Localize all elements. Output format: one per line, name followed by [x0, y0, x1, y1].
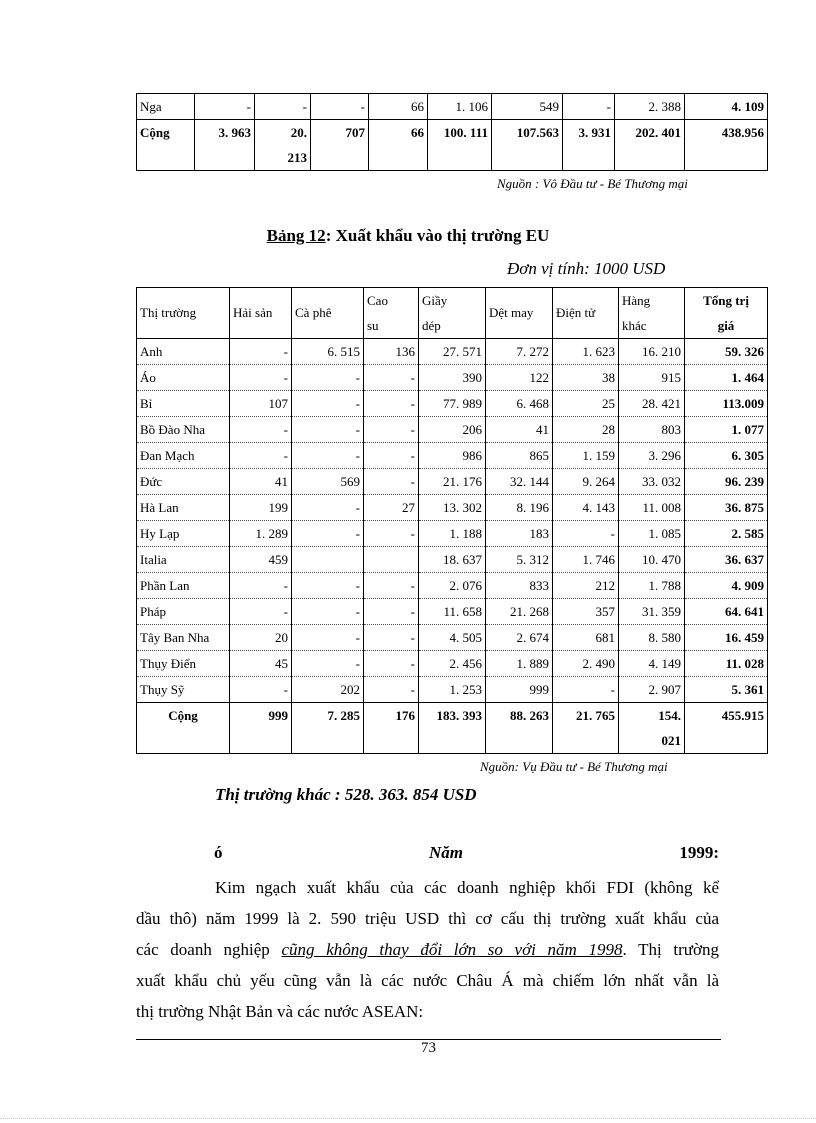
- value-cell: 33. 032: [619, 469, 685, 495]
- value-cell: 212: [553, 573, 619, 599]
- top-table: [136, 93, 768, 171]
- value-cell: 1. 889: [486, 651, 553, 677]
- value-cell: 122: [486, 365, 553, 391]
- value-cell: -: [311, 94, 369, 120]
- market-cell: Đan Mạch: [137, 443, 230, 469]
- other-market-note: Thị trường khác : 528. 363. 854 USD: [215, 785, 477, 804]
- total-cell: 4. 909: [685, 573, 768, 599]
- value-cell: -: [230, 599, 292, 625]
- total-cell: 455.915: [685, 703, 768, 754]
- value-cell: -: [292, 651, 364, 677]
- value-cell: -: [553, 521, 619, 547]
- header-rubber: [364, 288, 419, 339]
- header-textile: Dệt may: [486, 288, 553, 339]
- value-cell: 3. 296: [619, 443, 685, 469]
- value-cell: 707: [311, 120, 369, 171]
- value-cell: -: [292, 573, 364, 599]
- value-cell: -: [292, 599, 364, 625]
- value-cell: -: [364, 443, 419, 469]
- value-cell: 915: [619, 365, 685, 391]
- table-row: [137, 599, 768, 625]
- header-part: Hàng: [622, 293, 651, 308]
- value-cell: -: [292, 417, 364, 443]
- header-market: Thị trường: [137, 288, 230, 339]
- unit-note: Đơn vị tính: 1000 USD: [507, 259, 666, 278]
- market-cell: Áo: [137, 365, 230, 391]
- value-cell: 3. 963: [195, 120, 255, 171]
- table-row: [137, 469, 768, 495]
- value-cell: 202: [292, 677, 364, 703]
- value-cell: 8. 580: [619, 625, 685, 651]
- total-cell: 113.009: [685, 391, 768, 417]
- header-row: [137, 288, 768, 339]
- value-cell: 1. 623: [553, 339, 619, 365]
- total-cell: 4. 109: [685, 94, 768, 120]
- header-part: giá: [717, 318, 735, 333]
- table-row: [137, 521, 768, 547]
- page-edge: [0, 1118, 816, 1119]
- value-cell: [364, 547, 419, 573]
- eu-export-table: [136, 287, 768, 754]
- value-cell: 2. 490: [553, 651, 619, 677]
- total-cell: 16. 459: [685, 625, 768, 651]
- value-cell: 2. 674: [486, 625, 553, 651]
- body-paragraph: [136, 872, 719, 1027]
- total-cell: 6. 305: [685, 443, 768, 469]
- value-cell: 27. 571: [419, 339, 486, 365]
- market-cell: Thụy Điển: [137, 651, 230, 677]
- table-row: [137, 495, 768, 521]
- value-cell: 549: [492, 94, 563, 120]
- year-heading: [214, 843, 719, 865]
- market-cell: Anh: [137, 339, 230, 365]
- text-run: các doanh nghiệp: [136, 940, 282, 959]
- value-cell: 28. 421: [619, 391, 685, 417]
- value-cell: 569: [292, 469, 364, 495]
- total-cell: 11. 028: [685, 651, 768, 677]
- value-cell: 5. 312: [486, 547, 553, 573]
- header-part: su: [367, 318, 379, 333]
- value-cell: 999: [230, 703, 292, 754]
- value-cell: 11. 008: [619, 495, 685, 521]
- value-cell: 107: [230, 391, 292, 417]
- page-number: 73: [421, 1040, 436, 1056]
- value-cell: [255, 120, 311, 171]
- value-cell: -: [255, 94, 311, 120]
- value-cell: 4. 149: [619, 651, 685, 677]
- value-cell: 176: [364, 703, 419, 754]
- value-cell: 4. 505: [419, 625, 486, 651]
- header-coffee: Cà phê: [292, 288, 364, 339]
- value-cell: -: [553, 677, 619, 703]
- value-cell: -: [230, 417, 292, 443]
- total-cell: 59. 326: [685, 339, 768, 365]
- value-cell: 2. 388: [615, 94, 685, 120]
- market-cell: Italia: [137, 547, 230, 573]
- value-cell: 183: [486, 521, 553, 547]
- table-row: [137, 443, 768, 469]
- paragraph-line: thị trường Nhật Bản và các nước ASEAN:: [136, 1002, 424, 1021]
- value-cell: 107.563: [492, 120, 563, 171]
- value-cell: 1. 746: [553, 547, 619, 573]
- value-cell: 11. 658: [419, 599, 486, 625]
- source-note: Nguồn : Vô Đầu tư - Bé Thương mại: [497, 176, 688, 191]
- value-cell: -: [230, 677, 292, 703]
- header-part: Giầy: [422, 293, 448, 308]
- market-cell: Thụy Sỹ: [137, 677, 230, 703]
- value-cell: 2. 076: [419, 573, 486, 599]
- table-row: [137, 573, 768, 599]
- value-cell: 3. 931: [563, 120, 615, 171]
- value-cell: 206: [419, 417, 486, 443]
- table-row: [137, 547, 768, 573]
- value-cell: -: [364, 625, 419, 651]
- value-cell: -: [292, 495, 364, 521]
- paragraph-line: xuất khẩu chủ yếu cũng vẫn là các nước Châu Á mà chiếm lớn nhất vẫn là: [136, 971, 719, 990]
- value-cell: [619, 703, 685, 754]
- value-cell: 27: [364, 495, 419, 521]
- value-cell: 1. 159: [553, 443, 619, 469]
- value-cell: 41: [230, 469, 292, 495]
- value-cell: 2. 456: [419, 651, 486, 677]
- value-cell: 66: [369, 120, 428, 171]
- value-cell: 8. 196: [486, 495, 553, 521]
- header-total: [685, 288, 768, 339]
- value-cell: 77. 989: [419, 391, 486, 417]
- header-other: [619, 288, 685, 339]
- table-row: [137, 365, 768, 391]
- paragraph-line: [136, 934, 719, 965]
- paragraph-line: Kim ngạch xuất khẩu của các doanh nghiệp khối FDI (không kể: [215, 878, 719, 897]
- source-note: Nguồn: Vụ Đầu tư - Bé Thương mại: [480, 759, 668, 774]
- year-word: Năm: [429, 843, 463, 862]
- value-part: 20.: [290, 125, 307, 140]
- value-cell: 21. 765: [553, 703, 619, 754]
- value-cell: 16. 210: [619, 339, 685, 365]
- value-cell: 25: [553, 391, 619, 417]
- value-cell: -: [292, 391, 364, 417]
- value-cell: 38: [553, 365, 619, 391]
- value-cell: -: [364, 365, 419, 391]
- table-title-text: : Xuất khẩu vào thị trường EU: [325, 226, 550, 245]
- value-cell: 833: [486, 573, 553, 599]
- market-cell: Nga: [137, 94, 195, 120]
- total-cell: 438.956: [685, 120, 768, 171]
- year-number: 1999:: [679, 843, 719, 862]
- value-cell: -: [364, 417, 419, 443]
- table-row: [137, 94, 768, 120]
- value-cell: 18. 637: [419, 547, 486, 573]
- value-part: 021: [661, 733, 681, 748]
- value-cell: 803: [619, 417, 685, 443]
- header-part: dép: [422, 318, 441, 333]
- value-cell: 7. 285: [292, 703, 364, 754]
- total-cell: 1. 077: [685, 417, 768, 443]
- market-cell: Cộng: [137, 120, 195, 171]
- value-cell: 10. 470: [619, 547, 685, 573]
- value-cell: -: [195, 94, 255, 120]
- table-body: [137, 339, 768, 703]
- value-cell: 1. 085: [619, 521, 685, 547]
- value-cell: -: [292, 443, 364, 469]
- value-cell: -: [364, 599, 419, 625]
- value-cell: -: [230, 339, 292, 365]
- header-electronics: Điện tử: [553, 288, 619, 339]
- value-cell: -: [364, 469, 419, 495]
- value-cell: 6. 468: [486, 391, 553, 417]
- value-cell: 681: [553, 625, 619, 651]
- table-title: [0, 226, 816, 246]
- header-shoes: [419, 288, 486, 339]
- market-cell: Tây Ban Nha: [137, 625, 230, 651]
- market-cell: Bồ Đào Nha: [137, 417, 230, 443]
- value-cell: -: [563, 94, 615, 120]
- value-cell: -: [292, 521, 364, 547]
- total-cell: 64. 641: [685, 599, 768, 625]
- value-cell: -: [230, 573, 292, 599]
- table-row: [137, 651, 768, 677]
- value-cell: 199: [230, 495, 292, 521]
- value-cell: 4. 143: [553, 495, 619, 521]
- table-label: Bảng 12: [266, 226, 326, 245]
- total-cell: 2. 585: [685, 521, 768, 547]
- header-part: khác: [622, 318, 647, 333]
- table-row: [137, 339, 768, 365]
- value-cell: 986: [419, 443, 486, 469]
- emphasis-text: cũng không thay đổi lớn so với năm 1998: [281, 940, 623, 959]
- value-cell: 9. 264: [553, 469, 619, 495]
- value-cell: 357: [553, 599, 619, 625]
- header-part: Tổng trị: [703, 293, 749, 308]
- value-cell: -: [364, 677, 419, 703]
- value-cell: 7. 272: [486, 339, 553, 365]
- market-cell: Cộng: [137, 703, 230, 754]
- table-row: [137, 677, 768, 703]
- market-cell: Pháp: [137, 599, 230, 625]
- value-cell: 21. 268: [486, 599, 553, 625]
- total-cell: 96. 239: [685, 469, 768, 495]
- value-cell: 45: [230, 651, 292, 677]
- value-cell: 202. 401: [615, 120, 685, 171]
- value-cell: 183. 393: [419, 703, 486, 754]
- table-row: [137, 391, 768, 417]
- total-cell: 36. 637: [685, 547, 768, 573]
- value-cell: 31. 359: [619, 599, 685, 625]
- value-cell: -: [292, 625, 364, 651]
- value-cell: 865: [486, 443, 553, 469]
- value-cell: [292, 547, 364, 573]
- value-cell: 1. 253: [419, 677, 486, 703]
- text-run: . Thị trường: [622, 940, 720, 959]
- value-cell: -: [364, 521, 419, 547]
- value-cell: 136: [364, 339, 419, 365]
- value-cell: 32. 144: [486, 469, 553, 495]
- value-cell: 1. 289: [230, 521, 292, 547]
- market-cell: Hy Lạp: [137, 521, 230, 547]
- value-part: 154.: [658, 708, 681, 723]
- header-part: Cao: [367, 293, 388, 308]
- value-cell: 1. 788: [619, 573, 685, 599]
- sum-row: [137, 703, 768, 754]
- value-cell: 88. 263: [486, 703, 553, 754]
- market-cell: Đức: [137, 469, 230, 495]
- value-cell: -: [292, 365, 364, 391]
- value-cell: 28: [553, 417, 619, 443]
- value-cell: 459: [230, 547, 292, 573]
- value-cell: -: [364, 573, 419, 599]
- value-cell: -: [364, 391, 419, 417]
- value-cell: -: [230, 443, 292, 469]
- table-row: [137, 625, 768, 651]
- market-cell: Phần Lan: [137, 573, 230, 599]
- table-row: [137, 120, 768, 171]
- value-cell: 100. 111: [428, 120, 492, 171]
- value-cell: 1. 188: [419, 521, 486, 547]
- market-cell: Bỉ: [137, 391, 230, 417]
- value-cell: 13. 302: [419, 495, 486, 521]
- value-cell: 41: [486, 417, 553, 443]
- total-cell: 36. 875: [685, 495, 768, 521]
- value-cell: -: [364, 651, 419, 677]
- total-cell: 1. 464: [685, 365, 768, 391]
- value-part: 213: [287, 150, 307, 165]
- value-cell: 999: [486, 677, 553, 703]
- header-seafood: Hải sản: [230, 288, 292, 339]
- value-cell: 2. 907: [619, 677, 685, 703]
- value-cell: 6. 515: [292, 339, 364, 365]
- value-cell: 390: [419, 365, 486, 391]
- paragraph-line: dầu thô) năm 1999 là 2. 590 triệu USD thì cơ cấu thị trường xuất khẩu của: [136, 909, 719, 928]
- total-cell: 5. 361: [685, 677, 768, 703]
- value-cell: 66: [369, 94, 428, 120]
- bullet-icon: ó: [214, 843, 223, 862]
- value-cell: 1. 106: [428, 94, 492, 120]
- value-cell: 20: [230, 625, 292, 651]
- value-cell: 21. 176: [419, 469, 486, 495]
- market-cell: Hà Lan: [137, 495, 230, 521]
- value-cell: -: [230, 365, 292, 391]
- table-row: [137, 417, 768, 443]
